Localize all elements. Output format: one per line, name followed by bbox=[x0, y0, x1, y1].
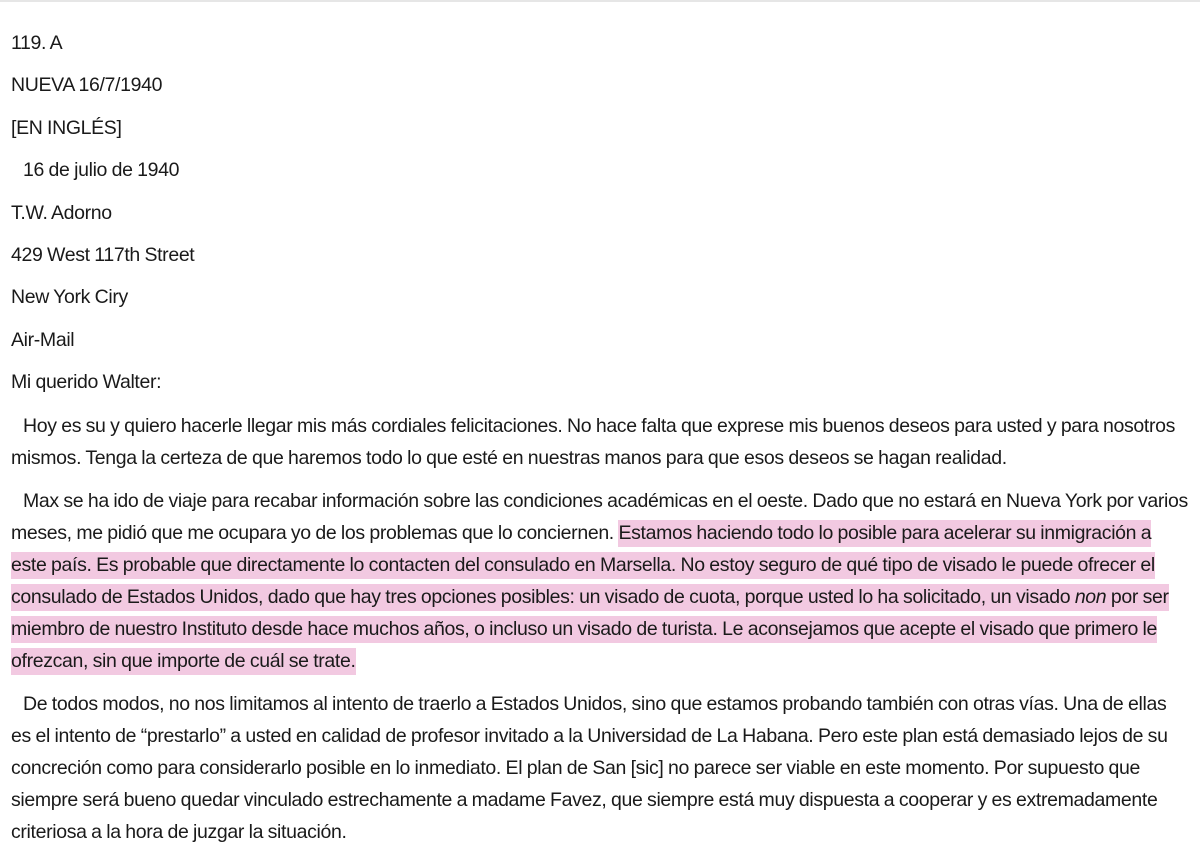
language-note: [EN INGLÉS] bbox=[11, 116, 122, 139]
letter-date: 16 de julio de 1940 bbox=[23, 159, 180, 182]
highlighted-italic-word: non bbox=[1074, 585, 1107, 608]
salutation: Mi querido Walter: bbox=[11, 371, 162, 394]
letter-document bbox=[11, 28, 1189, 859]
letter-number: 119. A bbox=[11, 32, 63, 54]
archive-reference: NUEVA 16/7/1940 bbox=[11, 74, 163, 97]
sender-city: New York Ciry bbox=[11, 286, 128, 309]
paragraph-2 bbox=[11, 485, 1189, 677]
paragraph-2-plain: Max se ha ido de viaje para recabar información sobre las condiciones académicas en el oeste. Dado que no estará en Nueva York por varios meses, me pidió que me ocupara yo de los problemas que lo conciernen. bbox=[11, 489, 1188, 544]
sender-name: T.W. Adorno bbox=[11, 201, 112, 224]
sender-street: 429 West 117th Street bbox=[11, 243, 195, 266]
highlighted-text-a: Estamos haciendo todo lo posible para acelerar su inmigración a este país. Es probable que directamente lo contacten del consulado en Marsella. No estoy seguro de qué tipo de visado le puede ofrecer el consulado de Estados Unidos, dado que hay tres opciones posibles: un visado de cuota, porque usted lo ha solicitado, un visado bbox=[11, 521, 1155, 608]
top-divider bbox=[0, 0, 1200, 2]
paragraph-1: Hoy es su y quiero hacerle llegar mis más cordiales felicitaciones. No hace falta que exprese mis buenos deseos para usted y para nosotros mismos. Tenga la certeza de que haremos todo lo que esté en nuestras manos para que esos deseos se hagan realidad. bbox=[11, 414, 1176, 469]
paragraph-3: De todos modos, no nos limitamos al intento de traerlo a Estados Unidos, sino que estamos probando también con otras vías. Una de ellas es el intento de “prestarlo” a usted en calidad de profesor invitado a la Universidad de La Habana. Pero este plan está demasiado lejos de su concreción como para considerarlo posible en lo inmediato. El plan de San [sic] no parece ser viable en este momento. Por supuesto que siempre será bueno quedar vinculado estrechamente a madame Favez, que siempre está muy dispuesta a cooperar y es extremadamente criteriosa a la hora de juzgar la situación. bbox=[11, 692, 1168, 843]
mail-type: Air-Mail bbox=[11, 328, 75, 351]
highlighted-text-b: por ser miembro de nuestro Instituto desde hace muchos años, o incluso un visado de turista. Le aconsejamos que acepte el visado que primero le ofrezcan, sin que importe de cuál se trate. bbox=[11, 585, 1169, 672]
